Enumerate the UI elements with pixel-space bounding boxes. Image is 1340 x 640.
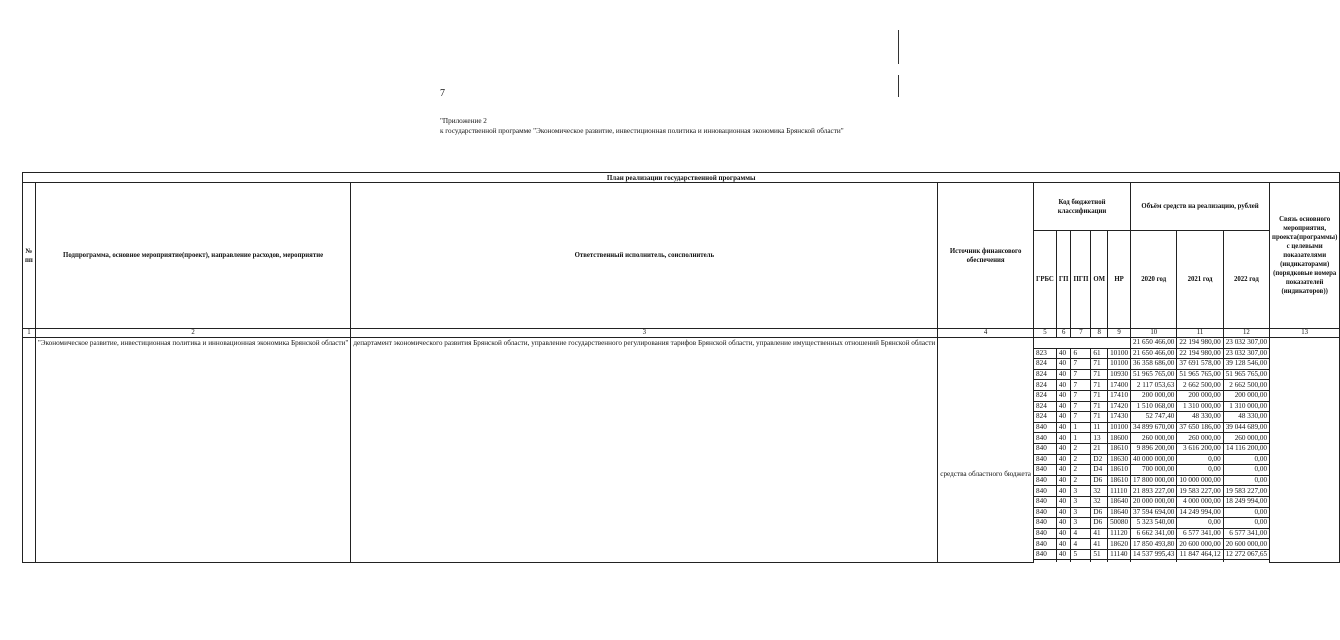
cell-y2022: 0,00 [1223, 507, 1269, 518]
cell-nr: 18620 [1108, 539, 1131, 550]
cell-y2020: 52 747,40 [1131, 412, 1177, 423]
appendix-line-2: к государственной программе "Экономическое развитие, инвестиционная политика и инновационная экономика Брянской области" [440, 127, 844, 135]
cell-gp: 40 [1056, 390, 1071, 401]
appendix-caption [440, 116, 880, 136]
cell-y2022: 51 965 765,00 [1223, 369, 1269, 380]
cell-nr: 10100 [1108, 422, 1131, 433]
header-name: Подпрограмма, основное мероприятие(проект), направление расходов, мероприятие [35, 183, 351, 329]
page-number: 7 [440, 88, 445, 99]
cell-pgp: 7 [1071, 359, 1091, 370]
cell-empty [1071, 560, 1091, 563]
plan-table [22, 172, 1340, 563]
cell-om: 32 [1091, 486, 1108, 497]
header-nr: НР [1108, 231, 1131, 329]
cell-y2020: 260 000,00 [1131, 433, 1177, 444]
cell-grbs: 840 [1034, 422, 1057, 433]
cell-grbs: 824 [1034, 401, 1057, 412]
cell-om: 71 [1091, 401, 1108, 412]
cell-nr: 10100 [1108, 359, 1131, 370]
header-2021: 2021 год [1177, 231, 1223, 329]
cell-empty [1177, 560, 1223, 563]
cell-nr: 17400 [1108, 380, 1131, 391]
cell-grbs: 840 [1034, 433, 1057, 444]
column-number: 12 [1223, 329, 1269, 338]
header-2022: 2022 год [1223, 231, 1269, 329]
cell-y2020: 17 850 493,80 [1131, 539, 1177, 550]
header-num: № пп [23, 183, 36, 329]
cell-y2020: 14 537 995,43 [1131, 549, 1177, 560]
cell-y2021: 48 330,00 [1177, 412, 1223, 423]
cell-y2021: 260 000,00 [1177, 433, 1223, 444]
column-number: 3 [351, 329, 938, 338]
cell-y2022: 6 577 341,00 [1223, 528, 1269, 539]
cell-pgp: 2 [1071, 454, 1091, 465]
cell-gp: 40 [1056, 454, 1071, 465]
header-link: Связь основного мероприятия, проекта(программы) с целевыми показателями (индикаторами) (порядковые номера показателей (индикаторов)) [1270, 183, 1340, 329]
cell-om: 71 [1091, 380, 1108, 391]
cell-om: D6 [1091, 518, 1108, 529]
cell-nr: 18640 [1108, 496, 1131, 507]
cell-y2020: 2 117 053,63 [1131, 380, 1177, 391]
cell-y2022: 19 583 227,00 [1223, 486, 1269, 497]
cell-grbs: 823 [1034, 348, 1057, 359]
cell-gp: 40 [1056, 486, 1071, 497]
cell-pgp: 6 [1071, 348, 1091, 359]
cell-y2022: 1 310 000,00 [1223, 401, 1269, 412]
cell-gp: 40 [1056, 443, 1071, 454]
edge-mark [898, 75, 899, 97]
cell-grbs: 840 [1034, 475, 1057, 486]
cell-empty [1056, 560, 1071, 563]
cell-executor: департамент экономического развития Брянской области, управление государственного регулирования тарифов Брянской области, управление имущественных отношений Брянской области [351, 338, 938, 563]
column-number: 9 [1108, 329, 1131, 338]
cell-nr: 18630 [1108, 454, 1131, 465]
cell-gp: 40 [1056, 528, 1071, 539]
cell-om: 21 [1091, 443, 1108, 454]
cell-pgp: 3 [1071, 496, 1091, 507]
column-number: 11 [1177, 329, 1223, 338]
cell-y2020: 40 000 000,00 [1131, 454, 1177, 465]
header-budget-code: Код бюджетной классификации [1034, 183, 1131, 231]
cell-y2021: 3 616 200,00 [1177, 443, 1223, 454]
cell-y2021: 1 310 000,00 [1177, 401, 1223, 412]
cell-y2022: 48 330,00 [1223, 412, 1269, 423]
column-number: 13 [1270, 329, 1340, 338]
cell-y2022: 0,00 [1223, 454, 1269, 465]
cell-om: 11 [1091, 422, 1108, 433]
cell-source: средства областного бюджета [938, 338, 1034, 563]
cell-y2020: 21 650 466,00 [1131, 348, 1177, 359]
cell-y2020: 5 323 540,00 [1131, 518, 1177, 529]
cell-gp: 40 [1056, 412, 1071, 423]
cell-y2022: 260 000,00 [1223, 433, 1269, 444]
cell-gp: 40 [1056, 401, 1071, 412]
cell-y2021: 20 600 000,00 [1177, 539, 1223, 550]
cell-nr: 11110 [1108, 486, 1131, 497]
cell-y2021: 11 847 464,12 [1177, 549, 1223, 560]
cell-om: 61 [1091, 348, 1108, 359]
cell-gp: 40 [1056, 348, 1071, 359]
cell-y2020: 36 358 686,00 [1131, 359, 1177, 370]
cell-y2021: 37 691 578,00 [1177, 359, 1223, 370]
cell-gp: 40 [1056, 496, 1071, 507]
cell-pgp: 7 [1071, 412, 1091, 423]
cell-om: 51 [1091, 549, 1108, 560]
cell-nr: 18610 [1108, 475, 1131, 486]
cell-y2021: 200 000,00 [1177, 390, 1223, 401]
cell-grbs: 840 [1034, 486, 1057, 497]
cell-grbs: 824 [1034, 380, 1057, 391]
cell-om: 41 [1091, 528, 1108, 539]
cell-gp: 40 [1056, 380, 1071, 391]
column-number: 1 [23, 329, 36, 338]
cell-y2022: 39 128 546,00 [1223, 359, 1269, 370]
cell-gp: 40 [1056, 359, 1071, 370]
header-grbs: ГРБС [1034, 231, 1057, 329]
cell-om: 71 [1091, 369, 1108, 380]
cell-y2021: 0,00 [1177, 465, 1223, 476]
column-numbers-row [23, 329, 1340, 338]
cell-grbs: 840 [1034, 454, 1057, 465]
cell-gp: 40 [1056, 422, 1071, 433]
column-number: 7 [1071, 329, 1091, 338]
cell-om: D4 [1091, 465, 1108, 476]
cell-nr: 18610 [1108, 443, 1131, 454]
cell-y2021: 51 965 765,00 [1177, 369, 1223, 380]
header-om: ОМ [1091, 231, 1108, 329]
cell-y2022: 0,00 [1223, 475, 1269, 486]
cell-empty [1131, 560, 1177, 563]
cell-y2022: 20 600 000,00 [1223, 539, 1269, 550]
header-gp: ГП [1056, 231, 1071, 329]
cell-gp: 40 [1056, 465, 1071, 476]
cell-empty [1223, 560, 1269, 563]
cell-om: 71 [1091, 390, 1108, 401]
cell-nr: 18610 [1108, 465, 1131, 476]
cell-grbs: 840 [1034, 539, 1057, 550]
cell-pgp: 2 [1071, 443, 1091, 454]
column-number: 8 [1091, 329, 1108, 338]
cell-y2021: 6 577 341,00 [1177, 528, 1223, 539]
cell-y2021: 19 583 227,00 [1177, 486, 1223, 497]
cell-pgp: 2 [1071, 465, 1091, 476]
cell-gp: 40 [1056, 475, 1071, 486]
cell-grbs: 840 [1034, 465, 1057, 476]
cell-om: 13 [1091, 433, 1108, 444]
cell-grbs: 824 [1034, 390, 1057, 401]
cell-y2022: 0,00 [1223, 465, 1269, 476]
cell-nr: 17410 [1108, 390, 1131, 401]
cell-y2020: 9 896 200,00 [1131, 443, 1177, 454]
cell-gp: 40 [1056, 369, 1071, 380]
cell-total-2021: 22 194 980,00 [1177, 338, 1223, 349]
appendix-line-1: "Приложение 2 [440, 117, 487, 125]
cell-y2020: 51 965 765,00 [1131, 369, 1177, 380]
cell-grbs: 840 [1034, 549, 1057, 560]
cell-y2021: 0,00 [1177, 454, 1223, 465]
cell-y2022: 2 662 500,00 [1223, 380, 1269, 391]
cell-y2020: 6 662 341,00 [1131, 528, 1177, 539]
cell-y2020: 17 800 000,00 [1131, 475, 1177, 486]
cell-y2022: 200 000,00 [1223, 390, 1269, 401]
column-number: 2 [35, 329, 351, 338]
cell-gp: 40 [1056, 507, 1071, 518]
cell-nr: 11120 [1108, 528, 1131, 539]
cell-y2021: 10 000 000,00 [1177, 475, 1223, 486]
cell-pgp: 3 [1071, 518, 1091, 529]
cell-om: 71 [1091, 359, 1108, 370]
cell-y2021: 37 650 186,00 [1177, 422, 1223, 433]
cell-pgp: 4 [1071, 528, 1091, 539]
cell-y2020: 21 893 227,00 [1131, 486, 1177, 497]
cell-grbs: 824 [1034, 412, 1057, 423]
cell-y2021: 0,00 [1177, 518, 1223, 529]
cell-grbs: 840 [1034, 518, 1057, 529]
cell-om: 32 [1091, 496, 1108, 507]
cell-num [23, 338, 36, 563]
cell-pgp: 7 [1071, 369, 1091, 380]
cell-pgp: 7 [1071, 390, 1091, 401]
cell-y2022: 0,00 [1223, 518, 1269, 529]
cell-om: 71 [1091, 412, 1108, 423]
cell-grbs: 840 [1034, 528, 1057, 539]
cell-y2020: 34 899 670,00 [1131, 422, 1177, 433]
cell-program-name: "Экономическое развитие, инвестиционная политика и инновационная экономика Брянской области" [35, 338, 351, 563]
cell-gp: 40 [1056, 539, 1071, 550]
header-pgp: ПГП [1071, 231, 1091, 329]
cell-y2022: 39 044 689,00 [1223, 422, 1269, 433]
cell-nr: 10100 [1108, 348, 1131, 359]
cell-y2020: 200 000,00 [1131, 390, 1177, 401]
cell-grbs: 840 [1034, 507, 1057, 518]
cell-y2022: 12 272 067,65 [1223, 549, 1269, 560]
cell-y2021: 2 662 500,00 [1177, 380, 1223, 391]
cell-pgp: 7 [1071, 380, 1091, 391]
cell-y2022: 23 032 307,00 [1223, 348, 1269, 359]
cell-grbs: 840 [1034, 496, 1057, 507]
cell-total-2022: 23 032 307,00 [1223, 338, 1269, 349]
cell-nr: 50080 [1108, 518, 1131, 529]
table-title: План реализации государственной программы [23, 173, 1340, 183]
header-volume: Объём средств на реализацию, рублей [1131, 183, 1270, 231]
cell-y2020: 37 594 694,00 [1131, 507, 1177, 518]
cell-pgp: 1 [1071, 422, 1091, 433]
cell-om: D6 [1091, 475, 1108, 486]
cell-grbs: 824 [1034, 359, 1057, 370]
cell-y2020: 1 510 068,00 [1131, 401, 1177, 412]
header-source: Источник финансового обеспечения [938, 183, 1034, 329]
cell-pgp: 4 [1071, 539, 1091, 550]
cell-om: 41 [1091, 539, 1108, 550]
cell-pgp: 2 [1071, 475, 1091, 486]
cell-gp: 40 [1056, 433, 1071, 444]
cell-y2020: 20 000 000,00 [1131, 496, 1177, 507]
cell-gp: 40 [1056, 518, 1071, 529]
header-executor: Ответственный исполнитель, соисполнитель [351, 183, 938, 329]
column-number: 6 [1056, 329, 1071, 338]
cell-pgp: 5 [1071, 549, 1091, 560]
cell-om: D6 [1091, 507, 1108, 518]
cell-total-2020: 21 650 466,00 [1131, 338, 1177, 349]
cell-nr: 17430 [1108, 412, 1131, 423]
cell-om: D2 [1091, 454, 1108, 465]
edge-mark [898, 30, 899, 64]
column-number: 10 [1131, 329, 1177, 338]
cell-empty [1108, 560, 1131, 563]
cell-empty [1091, 560, 1108, 563]
table-row [23, 338, 1340, 349]
cell-y2021: 14 249 994,00 [1177, 507, 1223, 518]
cell-pgp: 3 [1071, 486, 1091, 497]
cell-y2021: 22 194 980,00 [1177, 348, 1223, 359]
cell-nr: 17420 [1108, 401, 1131, 412]
cell-pgp: 1 [1071, 433, 1091, 444]
cell-nr: 18640 [1108, 507, 1131, 518]
header-2020: 2020 год [1131, 231, 1177, 329]
cell-grbs: 840 [1034, 443, 1057, 454]
cell-grbs: 824 [1034, 369, 1057, 380]
cell-pgp: 3 [1071, 507, 1091, 518]
cell-codes-empty [1034, 338, 1131, 349]
column-number: 4 [938, 329, 1034, 338]
cell-pgp: 7 [1071, 401, 1091, 412]
cell-link [1270, 338, 1340, 563]
cell-nr: 11140 [1108, 549, 1131, 560]
cell-nr: 18600 [1108, 433, 1131, 444]
column-number: 5 [1034, 329, 1057, 338]
cell-gp: 40 [1056, 549, 1071, 560]
cell-nr: 10930 [1108, 369, 1131, 380]
cell-y2022: 14 116 200,00 [1223, 443, 1269, 454]
cell-y2020: 700 000,00 [1131, 465, 1177, 476]
cell-empty [1034, 560, 1057, 563]
cell-y2021: 4 000 000,00 [1177, 496, 1223, 507]
cell-y2022: 18 249 994,00 [1223, 496, 1269, 507]
